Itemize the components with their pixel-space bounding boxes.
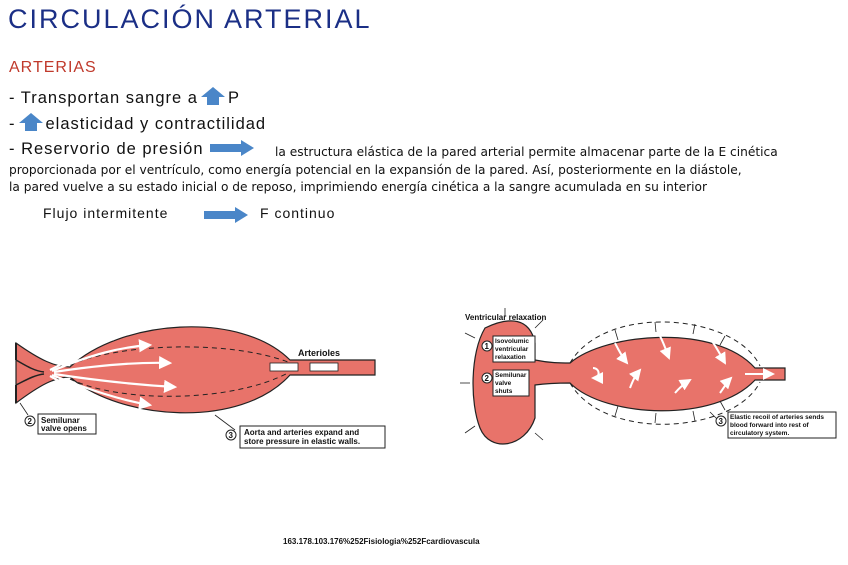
isovolumic-line-1: Isovolumic <box>495 338 529 345</box>
bullet-dash: - <box>9 115 16 133</box>
bullet-transport <box>9 86 240 111</box>
bullet-transport-text: - Transportan sangre a <box>9 89 198 107</box>
reservoir-line-3: la pared vuelve a su estado inicial o de reposo, imprimiendo energía cinética a la sangre acumulada en su interior <box>9 180 708 194</box>
arterioles-label: Arterioles <box>298 348 341 358</box>
isovolumic-line-3: relaxation <box>495 354 526 361</box>
bullet-reservoir <box>9 140 255 161</box>
valve-opens-line-2: valve opens <box>41 424 87 433</box>
reservoir-line-2: proporcionada por el ventrículo, como energía potencial en la expansión de la pared. Así, posteriormente en la diástole, <box>9 163 742 177</box>
reservoir-line-1: la estructura elástica de la pared arterial permite almacenar parte de la E cinética <box>275 145 778 159</box>
bullet-elasticity <box>9 112 266 137</box>
step-number: 1 <box>484 342 489 351</box>
diastole-diagram <box>455 308 840 458</box>
up-arrow-icon <box>18 112 44 137</box>
up-arrow-icon <box>200 86 226 111</box>
right-arrow-icon <box>209 140 255 161</box>
flow-continuous: F continuo <box>260 205 336 221</box>
elastic-recoil-line-3: circulatory system. <box>730 430 790 437</box>
systole-diagram <box>10 315 405 455</box>
valve-shuts-line-1: Semilunar <box>495 372 527 379</box>
elastic-recoil-line-1: Elastic recoil of arteries sends <box>730 414 824 421</box>
aorta-expand-line-2: store pressure in elastic walls. <box>244 437 361 446</box>
section-heading: ARTERIAS <box>9 59 97 76</box>
ventricular-relaxation-heading: Ventricular relaxation <box>465 313 547 322</box>
flow-intermittent: Flujo intermitente <box>43 205 169 221</box>
step-number: 3 <box>228 431 233 440</box>
step-number: 2 <box>484 374 489 383</box>
bullet-elasticity-text: elasticidad y contractilidad <box>45 115 267 133</box>
page-title: CIRCULACIÓN ARTERIAL <box>8 4 372 34</box>
bullet-transport-suffix: P <box>227 89 240 107</box>
aorta-expand-line-1: Aorta and arteries expand and <box>244 428 360 437</box>
valve-shuts-line-2: valve <box>495 380 512 387</box>
valve-opens-line-1: Semilunar <box>41 416 80 425</box>
valve-shuts-line-3: shuts <box>495 388 513 395</box>
isovolumic-line-2: ventricular <box>495 346 529 353</box>
elastic-recoil-line-2: blood forward into rest of <box>730 422 809 429</box>
right-arrow-icon <box>203 207 249 228</box>
source-url: 163.178.103.176%252Fisiologia%252Fcardiovascula <box>283 537 480 546</box>
step-number: 3 <box>718 417 723 426</box>
step-number: 2 <box>27 417 32 426</box>
bullet-reservoir-text: - Reservorio de presión <box>9 140 204 158</box>
